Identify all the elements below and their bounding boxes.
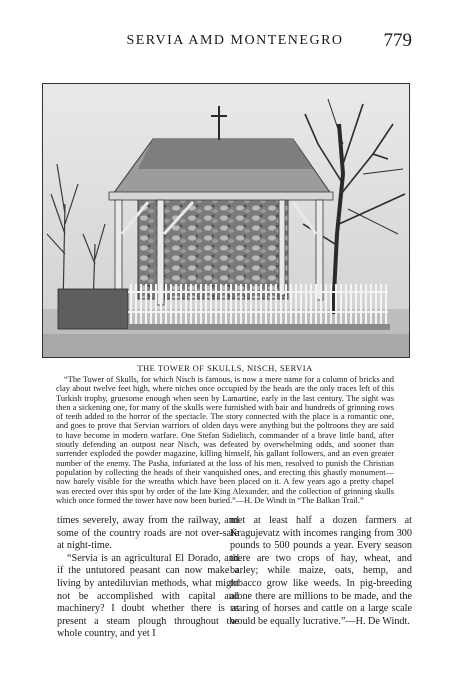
- right-column: [230, 515, 412, 628]
- tower-of-skulls-photo: [42, 83, 410, 358]
- block-quote: “The Tower of Skulls, for which Nisch is famous, is now a mere name for a column of bricks and clay about twelve feet high, where niches once occupied by the heads are the only traces left of this Turkish trophy, gruesome enough when seen by Lamartine, early in the last century. The sight was then a sickening one, for many of the skulls were furnished with hair and hundreds of grinning rows of teeth added to the horror of the spectacle. The story connected with the place is a romantic one, and goes to prove that Servian warriors of olden days were anything but the poltroons they are said to have become in modern warfare. One Stefan Sidielitch, commander of a brave little band, after stoutly defending an outpost near Nisch, was defeated by overwhelming odds, and sooner than surrender exploded the powder magazine, killing himself, his gallant followers, and an even greater number of the enemy. The Pasha, infuriated at the loss of his men, resolved to punish the Christian population by collecting the heads of their vanquished ones, and erecting this ghastly monument—now barely visible for the wreaths which have been placed on it. A few years ago a pretty chapel was erected over this spot by order of the late King Alexander, and the collection of grinning skulls which once formed the tower have now been buried.”—H. De Windt in “The Balkan Trail.”: [56, 375, 394, 505]
- running-head: [0, 30, 470, 54]
- left-column: [57, 515, 239, 641]
- left-paragraph-1: times severely, away from the railway, and some of the country roads are not over-safe at night-time.: [57, 515, 239, 552]
- right-paragraph-1: met at least half a dozen farmers at Kragujevatz with incomes ranging from 300 pounds to 500 pounds a year. Every season there are two crops of hay, wheat, and barley; while maize, oats, hemp, and tobacco grow like weeds. In pig-breeding alone there are millions to be made, and the rearing of horses and cattle on a large scale would be equally lucrative.”—H. De Windt.: [230, 515, 412, 627]
- running-title: SERVIA AMD MONTENEGRO: [126, 33, 344, 48]
- left-paragraph-2: “Servia is an agricultural El Dorado, and if the untutored peasant can now make a living by antediluvian methods, what might not be accomplished with capital and machinery? I doubt whether there is at present a steam plough throughout the whole country, and yet I: [57, 552, 239, 640]
- page-number: 779: [383, 30, 412, 51]
- photo-illustration: [43, 84, 409, 357]
- figure-caption: THE TOWER OF SKULLS, NISCH, SERVIA: [137, 363, 313, 373]
